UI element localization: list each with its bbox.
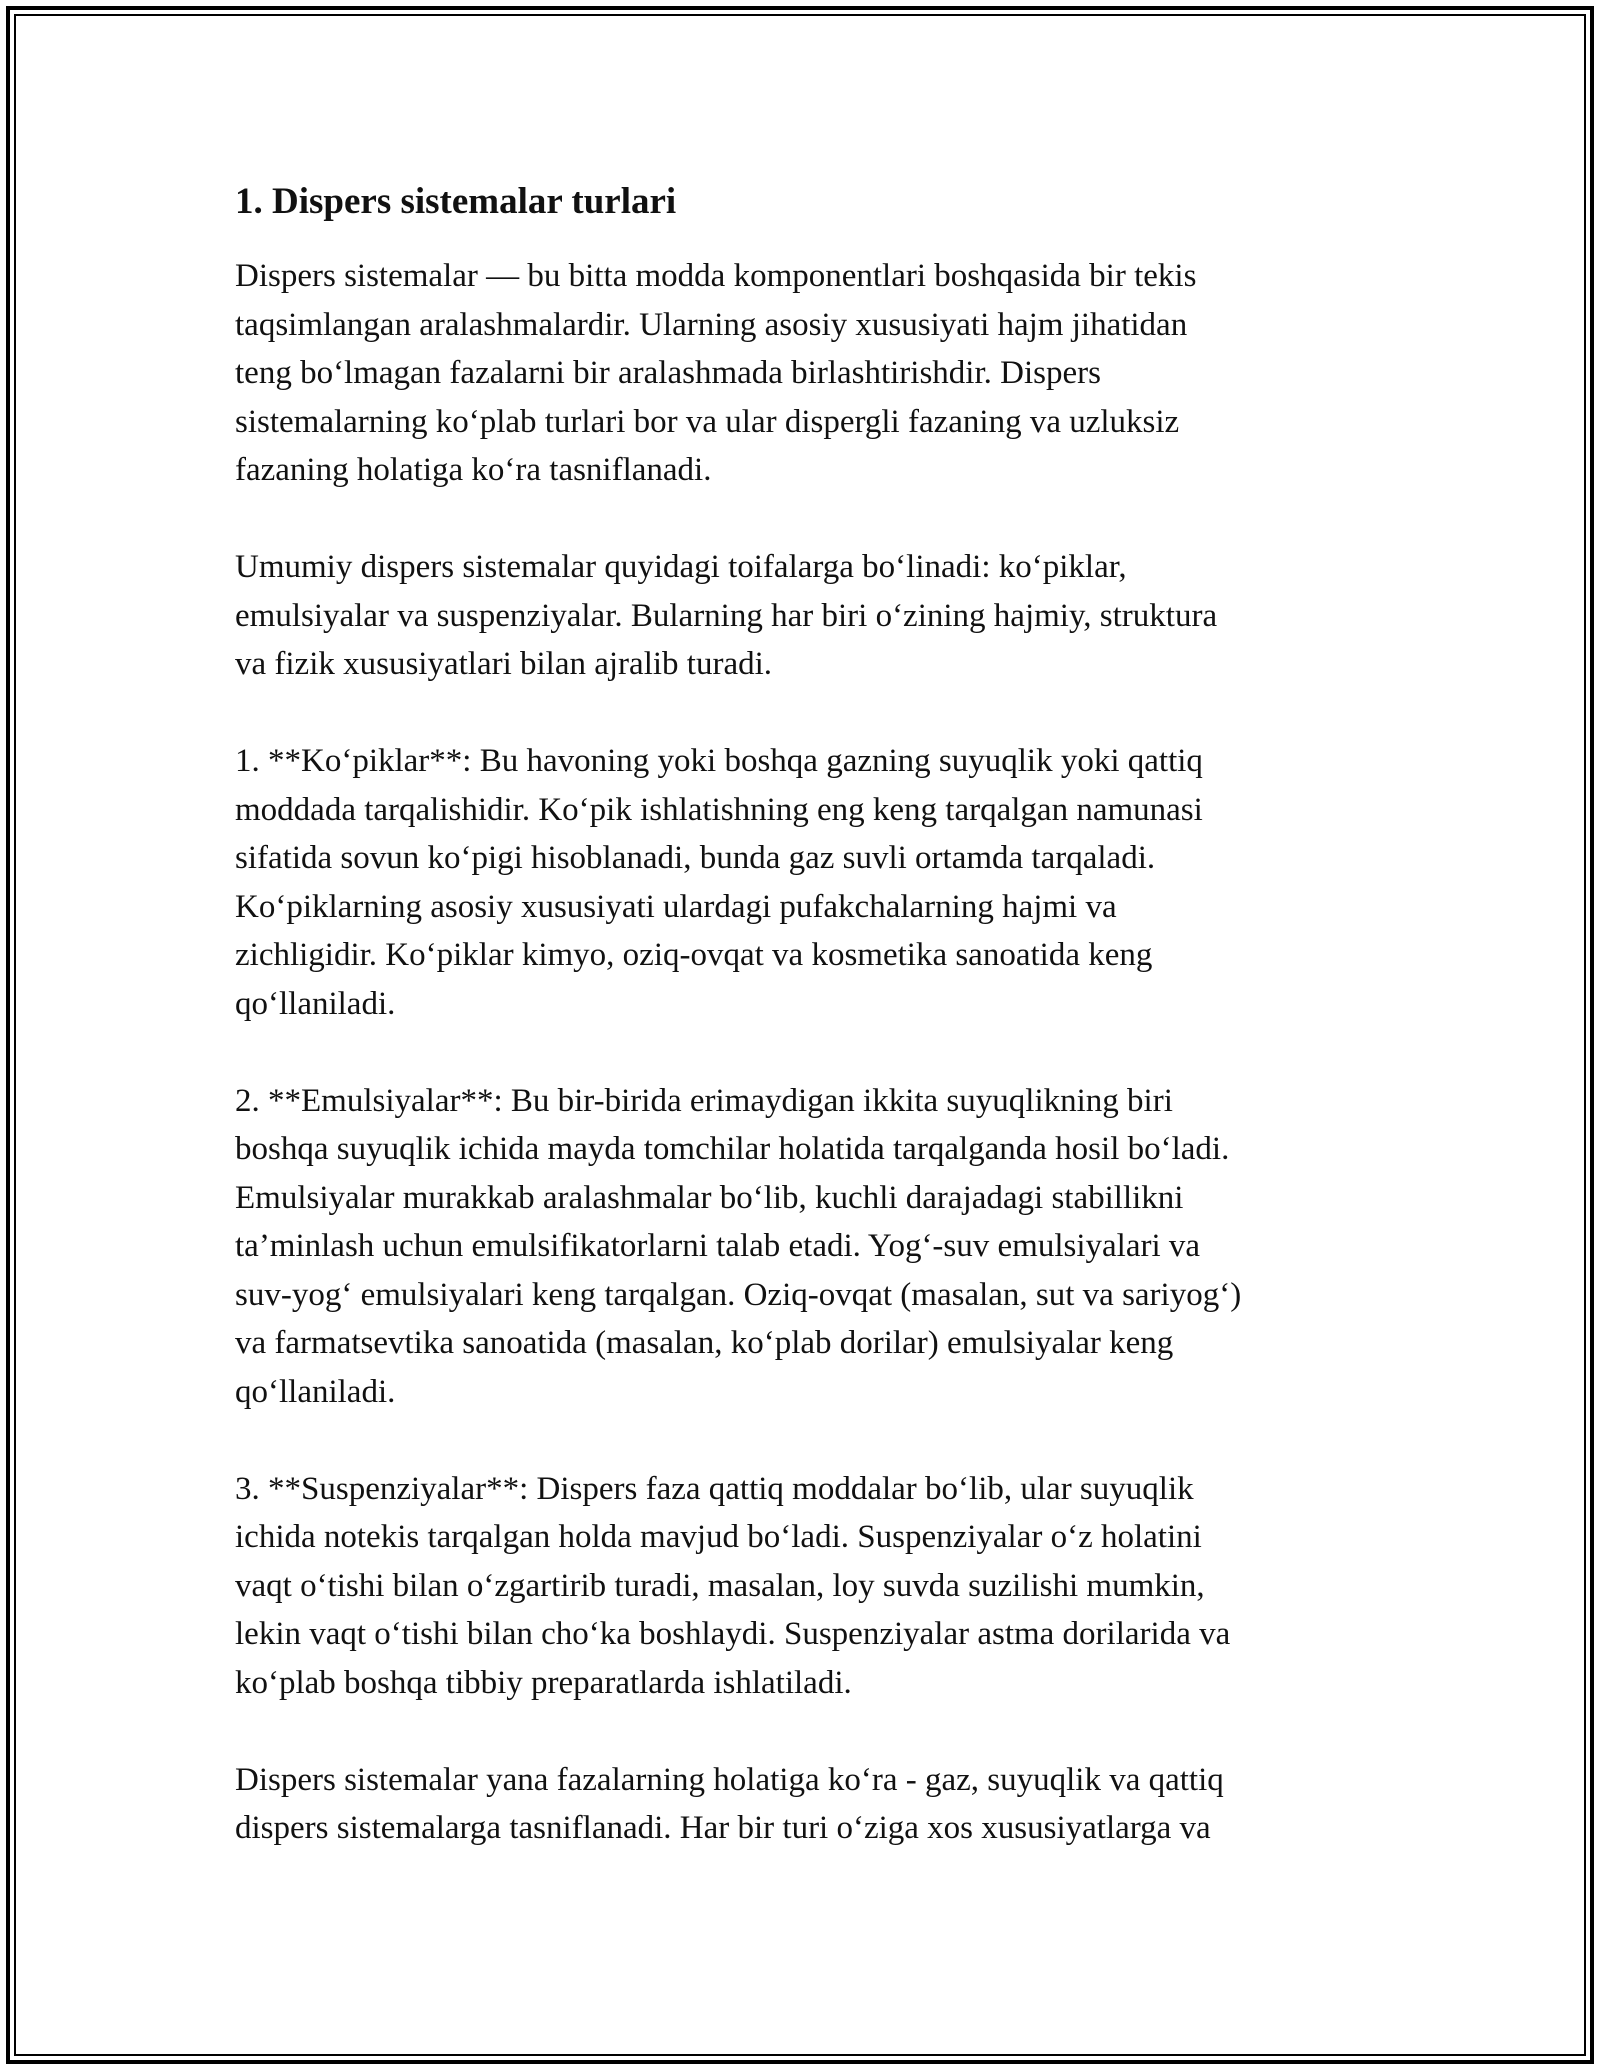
text-line: 1. **Ko‘piklar**: Bu havoning yoki boshqa gazning suyuqlik yoki qattiq (235, 743, 1203, 779)
paragraph-phase-classification (235, 1756, 1365, 1853)
paragraph-suspensions (235, 1465, 1365, 1708)
text-line: vaqt o‘tishi bilan o‘zgartirib turadi, masalan, loy suvda suzilishi mumkin, (235, 1567, 1205, 1604)
text-line: sifatida sovun ko‘pigi hisoblanadi, bunda gaz suvli ortamda tarqaladi. (235, 840, 1156, 876)
text-line: Umumiy dispers sistemalar quyidagi toifalarga bo‘linadi: ko‘piklar, (235, 549, 1127, 585)
text-line: 3. **Suspenziyalar**: Dispers faza qattiq moddalar bo‘lib, ular suyuqlik (235, 1470, 1194, 1507)
text-line: ichida notekis tarqalgan holda mavjud bo‘ladi. Suspenziyalar o‘z holatini (235, 1519, 1202, 1555)
text-line: 2. **Emulsiyalar**: Bu bir-birida erimaydigan ikkita suyuqlikning biri (235, 1082, 1173, 1119)
text-line: ta’minlash uchun emulsifikatorlarni talab etadi. Yog‘-suv emulsiyalari va (235, 1228, 1201, 1264)
text-line: teng bo‘lmagan fazalarni bir aralashmada birlashtirishdir. Dispers (235, 355, 1101, 391)
text-line: Dispers sistemalar — bu bitta modda komponentlari boshqasida bir tekis (235, 258, 1197, 294)
text-line: qo‘llaniladi. (235, 1373, 396, 1410)
text-line: boshqa suyuqlik ichida mayda tomchilar holatida tarqalganda hosil bo‘ladi. (235, 1131, 1230, 1167)
paragraph-foams (235, 737, 1365, 1028)
text-line: fazaning holatiga ko‘ra tasniflanadi. (235, 452, 712, 488)
paragraph-categories (235, 543, 1365, 689)
section-heading: 1. Dispers sistemalar turlari (235, 181, 677, 222)
paragraph-emulsions (235, 1077, 1365, 1417)
text-line: dispers sistemalarga tasniflanadi. Har bir turi o‘ziga xos xususiyatlarga va (235, 1810, 1211, 1846)
text-line: va fizik xususiyatlari bilan ajralib turadi. (235, 646, 773, 682)
text-line: sistemalarning ko‘plab turlari bor va ular dispergli fazaning va uzluksiz (235, 403, 1180, 440)
text-line: Dispers sistemalar yana fazalarning holatiga ko‘ra - gaz, suyuqlik va qattiq (235, 1761, 1224, 1798)
paragraph-intro (235, 252, 1365, 495)
text-line: emulsiyalar va suspenziyalar. Bularning har biri o‘zining hajmiy, struktura (235, 597, 1218, 634)
text-line: suv-yog‘ emulsiyalari keng tarqalgan. Oziq-ovqat (masalan, sut va sariyog‘) (235, 1276, 1242, 1313)
text-line: lekin vaqt o‘tishi bilan cho‘ka boshlaydi. Suspenziyalar astma dorilarida va (235, 1616, 1231, 1652)
text-line: ko‘plab boshqa tibbiy preparatlarda ishlatiladi. (235, 1664, 852, 1701)
text-line: Emulsiyalar murakkab aralashmalar bo‘lib, kuchli darajadagi stabillikni (235, 1179, 1184, 1216)
text-line: moddada tarqalishidir. Ko‘pik ishlatishning eng keng tarqalgan namunasi (235, 791, 1203, 828)
text-line: va farmatsevtika sanoatida (masalan, ko‘plab dorilar) emulsiyalar keng (235, 1325, 1174, 1361)
text-line: qo‘llaniladi. (235, 985, 396, 1022)
text-line: zichligidir. Ko‘piklar kimyo, oziq-ovqat va kosmetika sanoatida keng (235, 937, 1153, 973)
document-body (235, 178, 1365, 1901)
text-line: taqsimlangan aralashmalardir. Ularning asosiy xususiyati hajm jihatidan (235, 306, 1188, 343)
text-line: Ko‘piklarning asosiy xususiyati ulardagi pufakchalarning hajmi va (235, 888, 1117, 925)
